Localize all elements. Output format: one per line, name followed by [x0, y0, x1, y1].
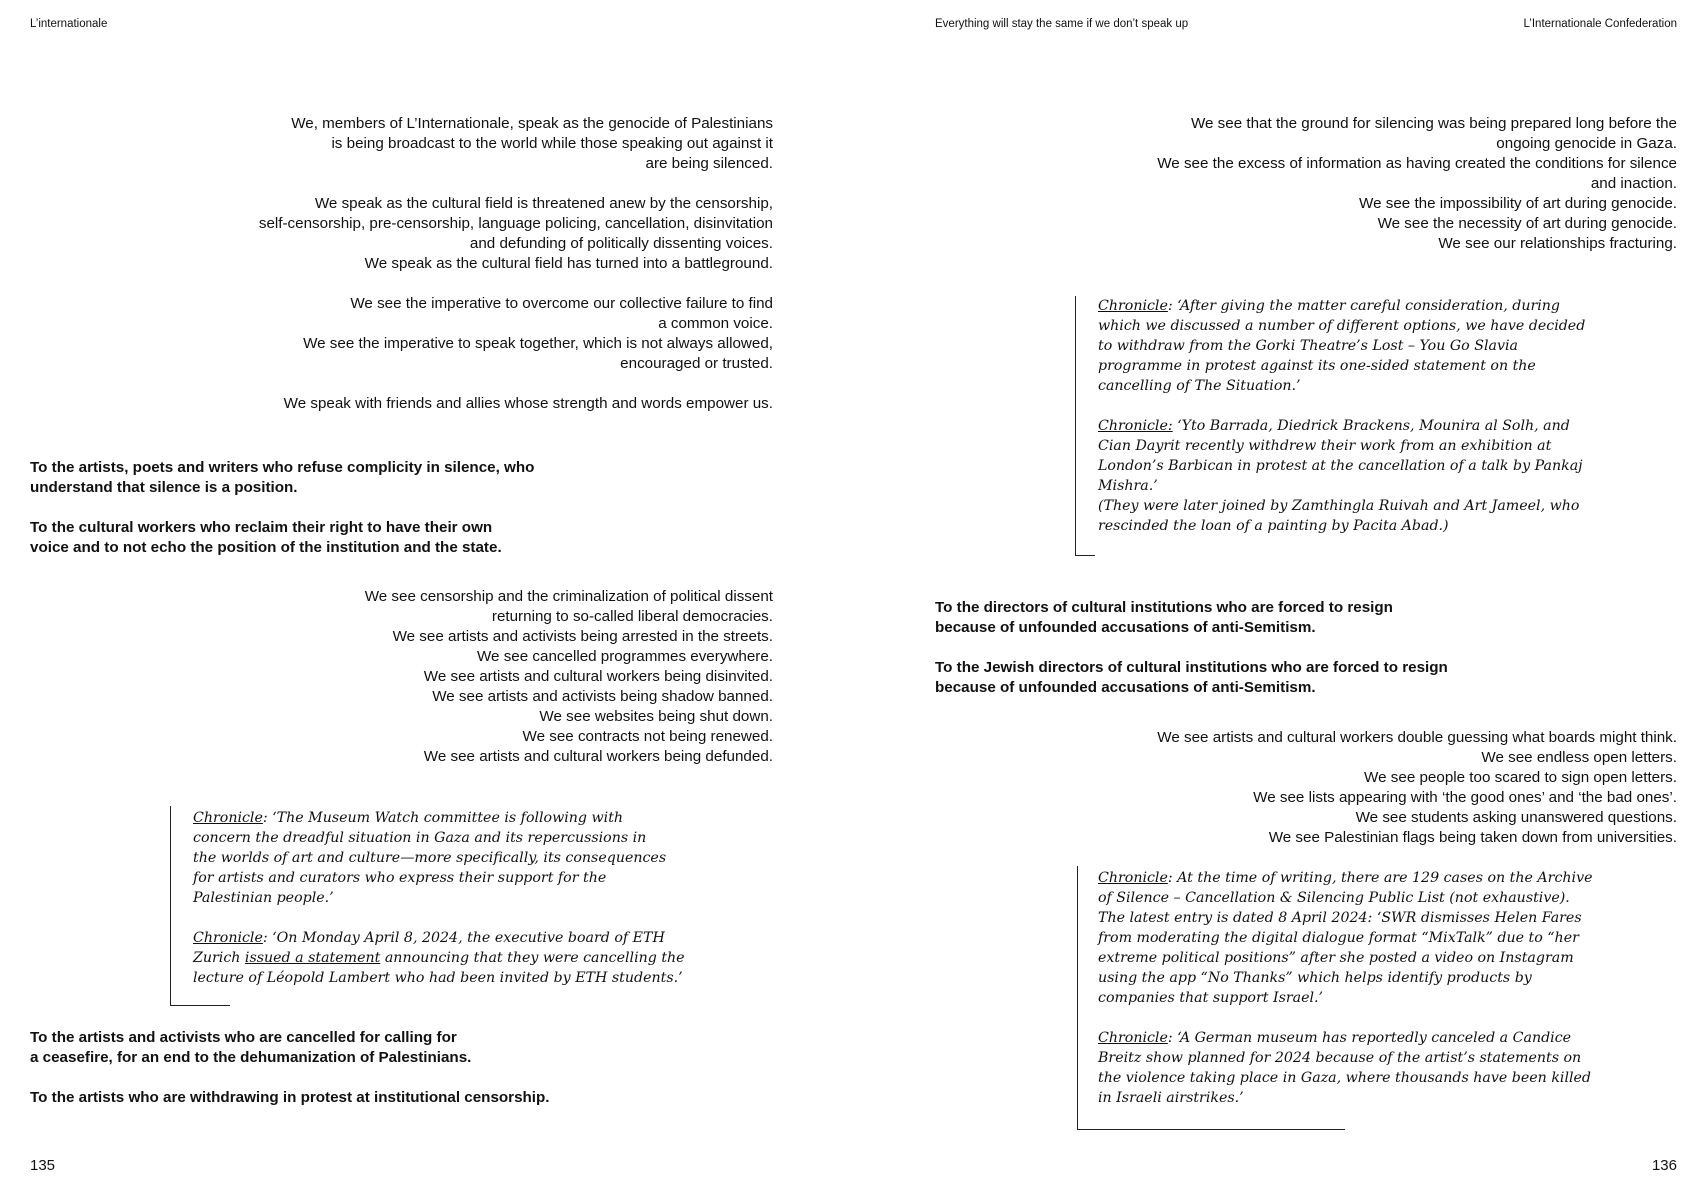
text-line: lecture of Léopold Lambert who had been invited by ETH students.’ — [193, 970, 683, 986]
text-line: We see the imperative to speak together, which is not always allowed, — [303, 335, 773, 352]
text-line: To the Jewish directors of cultural institutions who are forced to resign — [935, 659, 1448, 676]
text-line: : ‘On Monday April 8, 2024, the executive board of ETH — [262, 930, 665, 946]
text-line: : At the time of writing, there are 129 cases on the Archive — [1167, 870, 1593, 886]
text-line: because of unfounded accusations of anti-Semitism. — [935, 679, 1316, 696]
text-line: We, members of L’Internationale, speak as the genocide of Palestinians — [291, 115, 773, 132]
text-line: We see websites being shut down. — [539, 708, 773, 725]
chronicle-barbican — [1098, 416, 1618, 536]
text-line: To the artists, poets and writers who refuse complicity in silence, who — [30, 459, 535, 476]
running-header-center: Everything will stay the same if we don’t speak up — [935, 18, 1189, 30]
text-line: ongoing genocide in Gaza. — [1496, 135, 1677, 152]
chronicle-label: Chronicle — [193, 930, 263, 946]
text-line: of Silence – Cancellation & Silencing Public List (not exhaustive). — [1098, 890, 1570, 906]
text-line: We see that the ground for silencing was being prepared long before the — [1190, 115, 1677, 132]
text-line: in Israeli airstrikes.’ — [1098, 1090, 1244, 1106]
text-line: returning to so-called liberal democracies. — [491, 608, 773, 625]
we-see-open-letters — [1037, 728, 1677, 848]
chronicle-rule — [1077, 1129, 1345, 1130]
address-artists-poets — [30, 458, 650, 558]
text-line: encouraged or trusted. — [620, 355, 773, 372]
text-line: cancelling of The Situation.’ — [1098, 378, 1301, 394]
text-line: : ‘After giving the matter careful consideration, during — [1167, 298, 1561, 314]
text-line: We see the impossibility of art during genocide. — [1359, 195, 1677, 212]
chronicle-gorki-theatre — [1098, 296, 1618, 396]
text-line: We see the necessity of art during genocide. — [1377, 215, 1677, 232]
text-line: To the artists who are withdrawing in protest at institutional censorship. — [30, 1089, 550, 1106]
text-line: which we discussed a number of different options, we have decided — [1098, 318, 1586, 334]
page-number-left: 135 — [30, 1157, 56, 1174]
text-line: We see contracts not being renewed. — [522, 728, 773, 745]
text-line: We see censorship and the criminalization of political dissent — [364, 588, 773, 605]
text-line: We see artists and activists being shadow banned. — [432, 688, 773, 705]
address-cancelled-artists — [30, 1028, 670, 1108]
text-line: to withdraw from the Gorki Theatre’s Lost – You Go Slavia — [1098, 338, 1518, 354]
text-line: We see the excess of information as having created the conditions for silence — [1157, 155, 1677, 172]
issued-statement-link[interactable]: issued a statement — [244, 950, 381, 966]
chronicle-archive-of-silence — [1098, 868, 1638, 1008]
text-line: We see artists and cultural workers being disinvited. — [423, 668, 773, 685]
we-see-silencing — [1037, 114, 1677, 254]
text-line: Breitz show planned for 2024 because of the artist’s statements on — [1098, 1050, 1582, 1066]
text-line: Palestinian people.’ — [193, 890, 334, 906]
text-line: We see cancelled programmes everywhere. — [476, 648, 773, 665]
text-line: We see the imperative to overcome our collective failure to find — [350, 295, 773, 312]
text-line: are being silenced. — [645, 155, 773, 172]
text-line: To the directors of cultural institutions who are forced to resign — [935, 599, 1393, 616]
chronicle-museum-watch — [193, 808, 693, 908]
running-header-left: L’internationale — [30, 18, 108, 30]
text-line: We see our relationships fracturing. — [1438, 235, 1677, 252]
text-line: voice and to not echo the position of the institution and the state. — [30, 539, 502, 556]
chronicle-rule — [170, 1005, 230, 1006]
text-line: companies that support Israel.’ — [1098, 990, 1324, 1006]
text-line: announcing that they were cancelling the — [380, 950, 685, 966]
text-line: rescinded the loan of a painting by Pacita Abad.) — [1098, 518, 1449, 534]
text-line: ‘Yto Barrada, Diedrick Brackens, Mounira al Solh, and — [1172, 418, 1570, 434]
text-line: Cian Dayrit recently withdrew their work from an exhibition at — [1098, 438, 1552, 454]
text-line: a ceasefire, for an end to the dehumanization of Palestinians. — [30, 1049, 472, 1066]
text-line: To the cultural workers who reclaim their right to have their own — [30, 519, 493, 536]
text-line: and inaction. — [1590, 175, 1677, 192]
text-line: programme in protest against its one-sided statement on the — [1098, 358, 1536, 374]
text-line: using the app “No Thanks” which helps identify products by — [1098, 970, 1532, 986]
text-line: London’s Barbican in protest at the cancellation of a talk by Pankaj — [1098, 458, 1583, 474]
text-line: To the artists and activists who are cancelled for calling for — [30, 1029, 457, 1046]
text-line: We see artists and cultural workers double guessing what boards might think. — [1157, 729, 1677, 746]
text-line: extreme political positions” after she posted a video on Instagram — [1098, 950, 1574, 966]
chronicle-label: Chronicle: — [1098, 418, 1173, 434]
text-line: We see lists appearing with ‘the good ones’ and ‘the bad ones’. — [1253, 789, 1677, 806]
chronicle-label: Chronicle — [1098, 298, 1168, 314]
text-line: understand that silence is a position. — [30, 479, 298, 496]
chronicle-box-right-top — [1075, 296, 1616, 556]
address-directors — [935, 598, 1575, 698]
text-line: The latest entry is dated 8 April 2024: ‘SWR dismisses Helen Fares — [1098, 910, 1582, 926]
chronicle-box-left — [170, 806, 691, 1006]
text-line: We see artists and activists being arrested in the streets. — [392, 628, 773, 645]
text-line: We see artists and cultural workers being defunded. — [423, 748, 773, 765]
text-line: a common voice. — [658, 315, 773, 332]
text-line: We see endless open letters. — [1481, 749, 1677, 766]
text-line: We see Palestinian flags being taken down from universities. — [1268, 829, 1677, 846]
text-line: for artists and curators who express their support for the — [193, 870, 607, 886]
text-line: is being broadcast to the world while those speaking out against it — [331, 135, 773, 152]
chronicle-label: Chronicle — [1098, 870, 1168, 886]
text-line: We speak with friends and allies whose strength and words empower us. — [283, 395, 773, 412]
text-line: from moderating the digital dialogue format “MixTalk” due to “her — [1098, 930, 1579, 946]
text-line: the violence taking place in Gaza, where thousands have been killed — [1098, 1070, 1592, 1086]
text-line: (They were later joined by Zamthingla Ruivah and Art Jameel, who — [1098, 498, 1580, 514]
intro-statement — [133, 114, 773, 414]
text-line: Zurich — [193, 950, 245, 966]
text-line: We see people too scared to sign open letters. — [1364, 769, 1677, 786]
text-line: We speak as the cultural field is threatened anew by the censorship, — [314, 195, 773, 212]
running-header-right: L’Internationale Confederation — [1523, 18, 1677, 30]
page-number-right: 136 — [1651, 1157, 1677, 1174]
chronicle-candice-breitz — [1098, 1028, 1638, 1108]
chronicle-label: Chronicle — [193, 810, 263, 826]
chronicle-eth-zurich — [193, 928, 693, 988]
text-line: the worlds of art and culture—more specifically, its consequences — [193, 850, 667, 866]
we-see-censorship — [213, 587, 773, 767]
text-line: We see students asking unanswered questions. — [1355, 809, 1677, 826]
chronicle-label: Chronicle — [1098, 1030, 1168, 1046]
text-line: and defunding of politically dissenting voices. — [469, 235, 773, 252]
text-line: Mishra.’ — [1098, 478, 1158, 494]
text-line: : ‘The Museum Watch committee is following with — [262, 810, 624, 826]
text-line: We speak as the cultural field has turned into a battleground. — [364, 255, 773, 272]
text-line: self-censorship, pre-censorship, language policing, cancellation, disinvitation — [258, 215, 773, 232]
chronicle-box-right-bottom — [1077, 866, 1638, 1130]
text-line: because of unfounded accusations of anti-Semitism. — [935, 619, 1316, 636]
text-line: concern the dreadful situation in Gaza and its repercussions in — [193, 830, 647, 846]
chronicle-rule — [1075, 555, 1095, 556]
text-line: : ‘A German museum has reportedly canceled a Candice — [1167, 1030, 1572, 1046]
